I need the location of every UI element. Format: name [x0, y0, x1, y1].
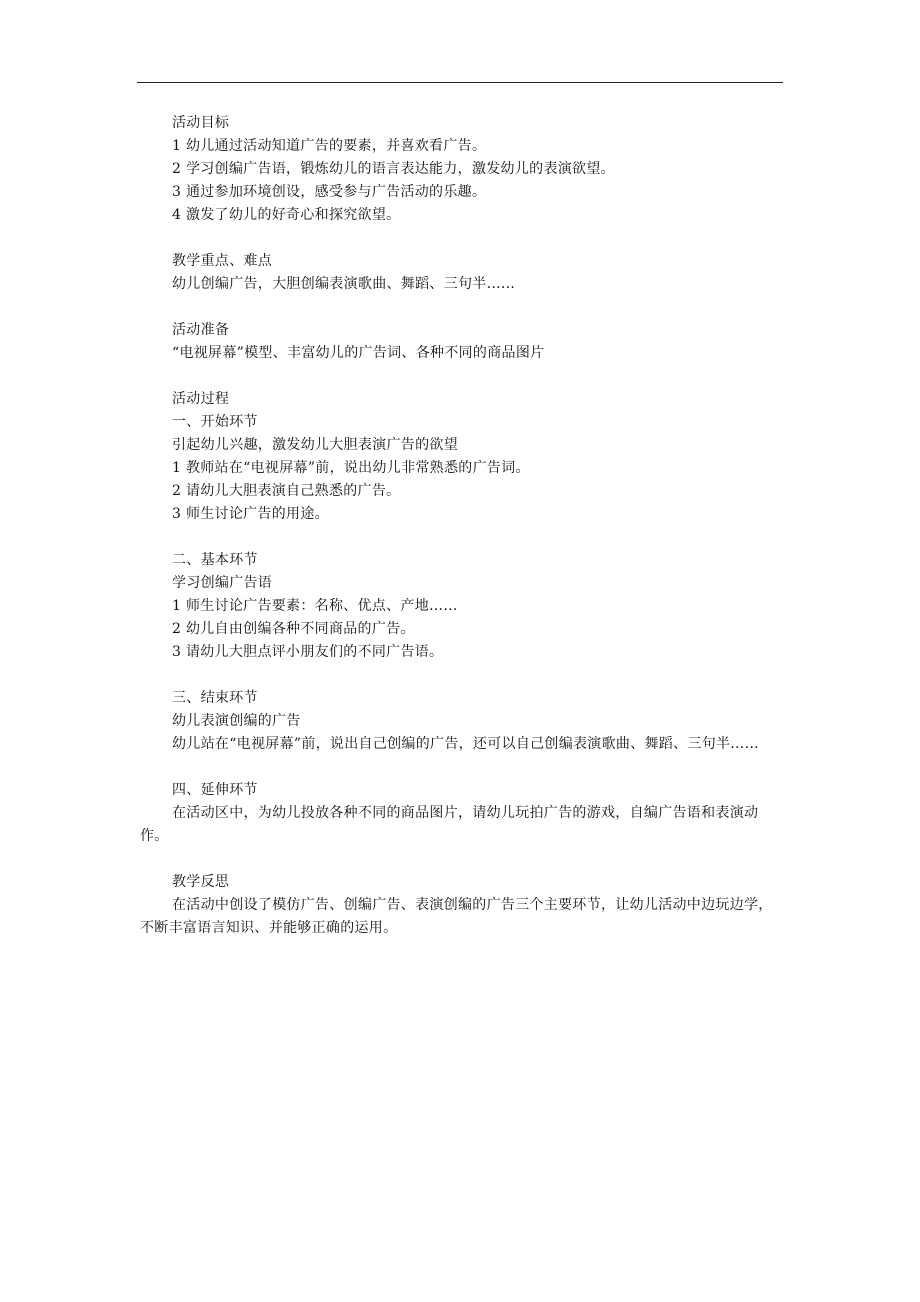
goal-item: 2 学习创编广告语，锻炼幼儿的语言表达能力，激发幼儿的表演欲望。 [172, 161, 615, 177]
spacer [140, 664, 784, 687]
stage-paragraph: 幼儿站在“电视屏幕”前，说出自己创编的广告，还可以自己创编表演歌曲、舞蹈、三句半…… [172, 736, 759, 752]
stage-paragraph: 在活动区中，为幼儿投放各种不同的商品图片，请幼儿玩拍广告的游戏，自编广告语和表演动作。 [140, 805, 759, 844]
stage-title: 二、基本环节 [172, 552, 258, 568]
stage-title: 四、延伸环节 [172, 782, 258, 798]
keypoints-text: 幼儿创编广告，大胆创编表演歌曲、舞蹈、三句半…… [172, 276, 516, 292]
section-heading-goals: 活动目标 [172, 115, 230, 131]
stage-subtitle: 引起幼儿兴趣，激发幼儿大胆表演广告的欲望 [172, 437, 458, 453]
stage-item: 1 教师站在“电视屏幕”前，说出幼儿非常熟悉的广告词。 [172, 460, 530, 476]
spacer [140, 848, 784, 871]
header-rule [137, 82, 783, 83]
section-heading-process: 活动过程 [172, 391, 230, 407]
spacer [140, 296, 784, 319]
stage-item: 1 师生讨论广告要素：名称、优点、产地…… [172, 598, 458, 614]
stage-item: 2 请幼儿大胆表演自己熟悉的广告。 [172, 483, 401, 499]
stage-title: 一、开始环节 [172, 414, 258, 430]
spacer [140, 227, 784, 250]
reflection-text: 在活动中创设了模仿广告、创编广告、表演创编的广告三个主要环节，让幼儿活动中边玩边学，不断丰富语言知识、并能够正确的运用。 [140, 897, 773, 936]
goal-item: 3 通过参加环境创设，感受参与广告活动的乐趣。 [172, 184, 487, 200]
preparation-text: “电视屏幕”模型、丰富幼儿的广告词、各种不同的商品图片 [172, 345, 545, 361]
document-body [140, 112, 784, 940]
stage-item: 3 师生讨论广告的用途。 [172, 506, 329, 522]
section-heading-reflection: 教学反思 [172, 874, 230, 890]
section-heading-preparation: 活动准备 [172, 322, 230, 338]
spacer [140, 756, 784, 779]
spacer [140, 365, 784, 388]
stage-subtitle: 幼儿表演创编的广告 [172, 713, 301, 729]
stage-item: 2 幼儿自由创编各种不同商品的广告。 [172, 621, 415, 637]
stage-subtitle: 学习创编广告语 [172, 575, 273, 591]
stage-title: 三、结束环节 [172, 690, 258, 706]
section-heading-keypoints: 教学重点、难点 [172, 253, 273, 269]
stage-item: 3 请幼儿大胆点评小朋友们的不同广告语。 [172, 644, 444, 660]
goal-item: 1 幼儿通过活动知道广告的要素，并喜欢看广告。 [172, 138, 487, 154]
spacer [140, 526, 784, 549]
goal-item: 4 激发了幼儿的好奇心和探究欲望。 [172, 207, 401, 223]
